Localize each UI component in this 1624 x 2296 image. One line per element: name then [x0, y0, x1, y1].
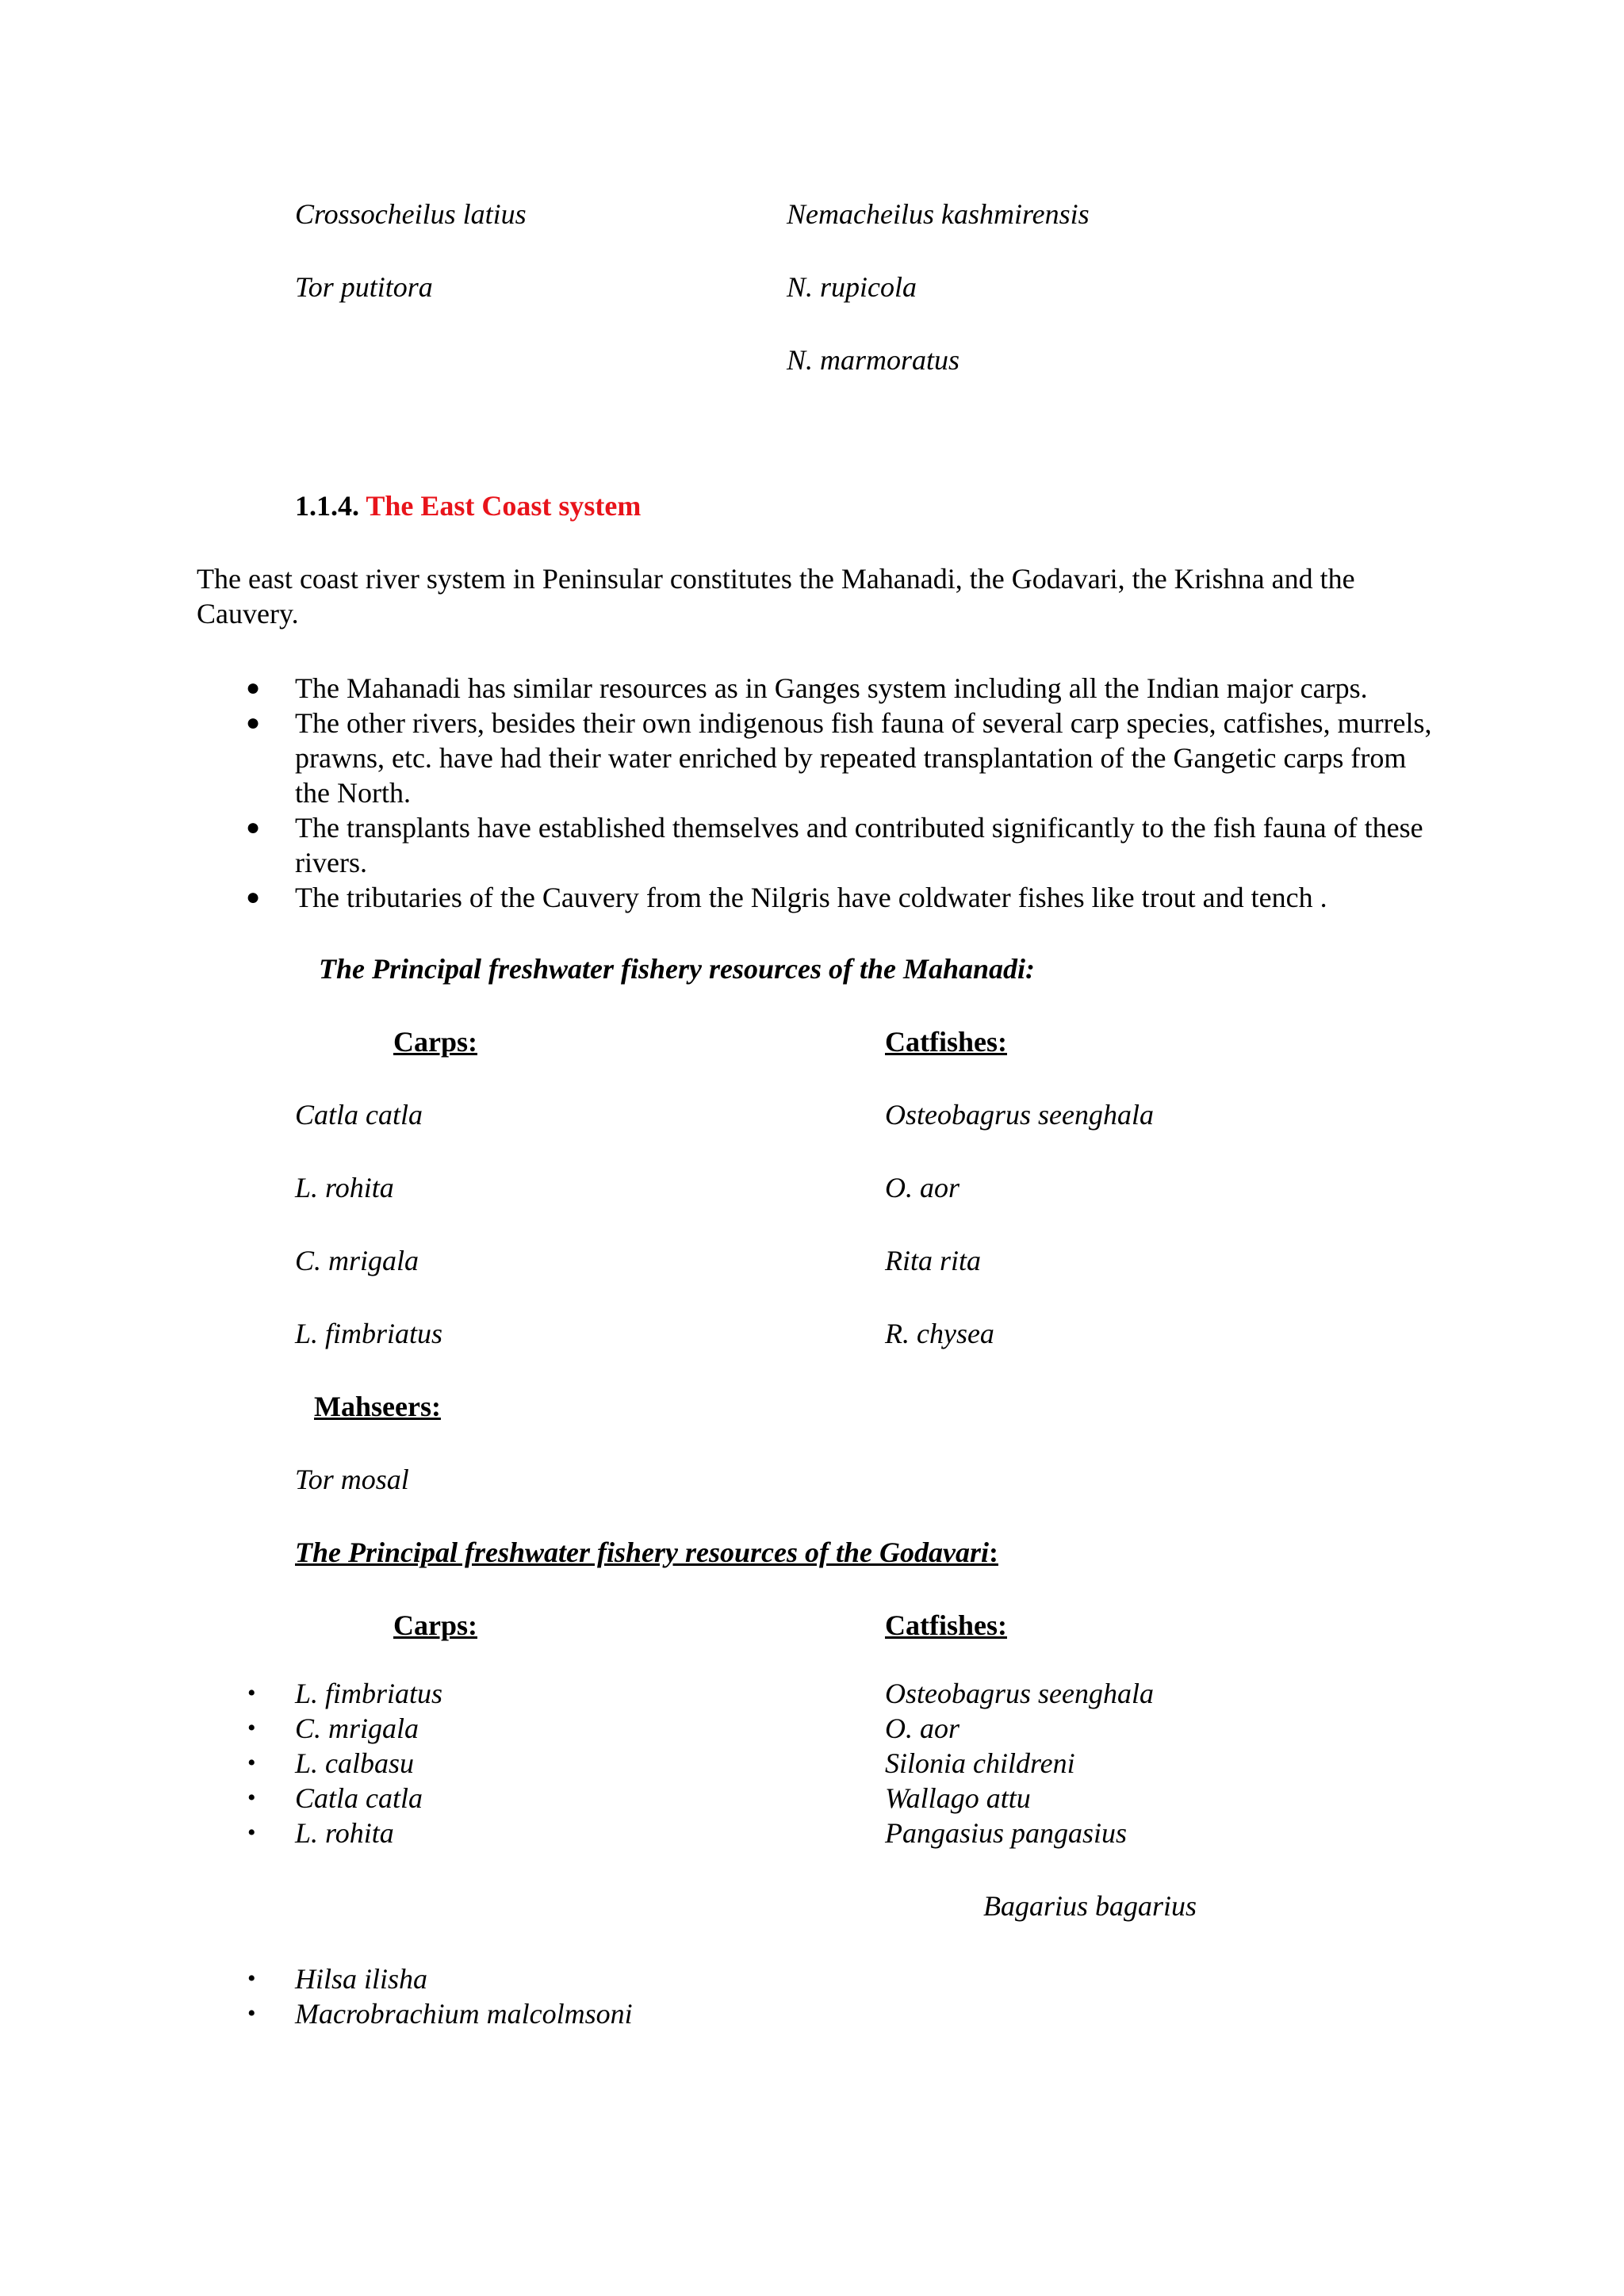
catfish-item: Rita rita: [885, 1245, 982, 1276]
bullet-dot: ●: [246, 884, 261, 910]
catfishes-label: Catfishes:: [885, 1026, 1007, 1058]
species-item: Hilsa ilisha: [295, 1963, 428, 1995]
list-item: The transplants have established themselves and contributed significantly to the fish fauna of these rivers.: [295, 812, 1423, 878]
catfish-item: Silonia childreni: [885, 1747, 1075, 1779]
species-item: Crossocheilus latius: [295, 198, 527, 230]
list-item: The Mahanadi has similar resources as in Ganges system including all the Indian major carps.: [295, 672, 1368, 704]
carp-item: C. mrigala: [295, 1245, 419, 1276]
catfish-item: Pangasius pangasius: [885, 1817, 1128, 1849]
carp-item: Catla catla: [295, 1099, 423, 1131]
catfishes-label: Catfishes:: [885, 1609, 1007, 1641]
carps-label: Carps:: [393, 1609, 477, 1641]
carp-item: L. rohita: [295, 1172, 394, 1203]
bullet-dot: •: [247, 1820, 256, 1846]
catfish-item: Bagarius bagarius: [983, 1890, 1197, 1922]
mahanadi-heading: The Principal freshwater fishery resources of the Mahanadi:: [319, 953, 1036, 985]
section-heading: [295, 488, 641, 523]
section-number: 1.1.4.: [295, 490, 359, 522]
carp-item: C. mrigala: [295, 1712, 419, 1744]
bullet-dot: •: [247, 2000, 256, 2026]
bullet-dot: •: [247, 1750, 256, 1776]
section-title: The East Coast system: [366, 490, 642, 522]
species-item: N. marmoratus: [787, 344, 960, 376]
species-item: Tor putitora: [295, 271, 433, 303]
bullet-dot: ●: [246, 814, 261, 840]
catfish-item: R. chysea: [885, 1318, 994, 1349]
species-item: Nemacheilus kashmirensis: [787, 198, 1090, 230]
bullet-dot: ●: [246, 675, 261, 701]
catfish-item: Osteobagrus seenghala: [885, 1678, 1154, 1709]
carp-item: L. fimbriatus: [295, 1318, 443, 1349]
carps-label: Carps:: [393, 1026, 477, 1058]
bullet-dot: •: [247, 1965, 256, 1992]
catfish-item: Wallago attu: [885, 1782, 1031, 1814]
godavari-heading: [295, 1535, 998, 1570]
species-item: N. rupicola: [787, 271, 917, 303]
godavari-heading-colon: :: [988, 1536, 998, 1568]
list-item: The tributaries of the Cauvery from the Nilgris have coldwater fishes like trout and tench .: [295, 882, 1327, 913]
mahseer-item: Tor mosal: [295, 1464, 409, 1495]
bullet-dot: •: [247, 1785, 256, 1811]
bullet-dot: •: [247, 1680, 256, 1706]
intro-paragraph: The east coast river system in Peninsular constitutes the Mahanadi, the Godavari, the Krishna and the Cauvery.: [197, 563, 1355, 629]
catfish-item: O. aor: [885, 1712, 960, 1744]
carp-item: Catla catla: [295, 1782, 423, 1814]
bullet-dot: ●: [246, 710, 261, 736]
species-item: Macrobrachium malcolmsoni: [295, 1998, 633, 2030]
bullet-dot: •: [247, 1715, 256, 1741]
carp-item: L. rohita: [295, 1817, 394, 1849]
godavari-heading-text: The Principal freshwater fishery resources of the Godavari: [295, 1536, 989, 1568]
carp-item: L. calbasu: [295, 1747, 415, 1779]
list-item: The other rivers, besides their own indigenous fish fauna of several carp species, catfishes, murrels, prawns, etc. have had their water enriched by repeated transplantation of the Gangetic carps from the North.: [295, 707, 1432, 809]
catfish-item: O. aor: [885, 1172, 960, 1203]
mahseers-label: Mahseers:: [314, 1391, 441, 1422]
carp-item: L. fimbriatus: [295, 1678, 443, 1709]
catfish-item: Osteobagrus seenghala: [885, 1099, 1154, 1131]
